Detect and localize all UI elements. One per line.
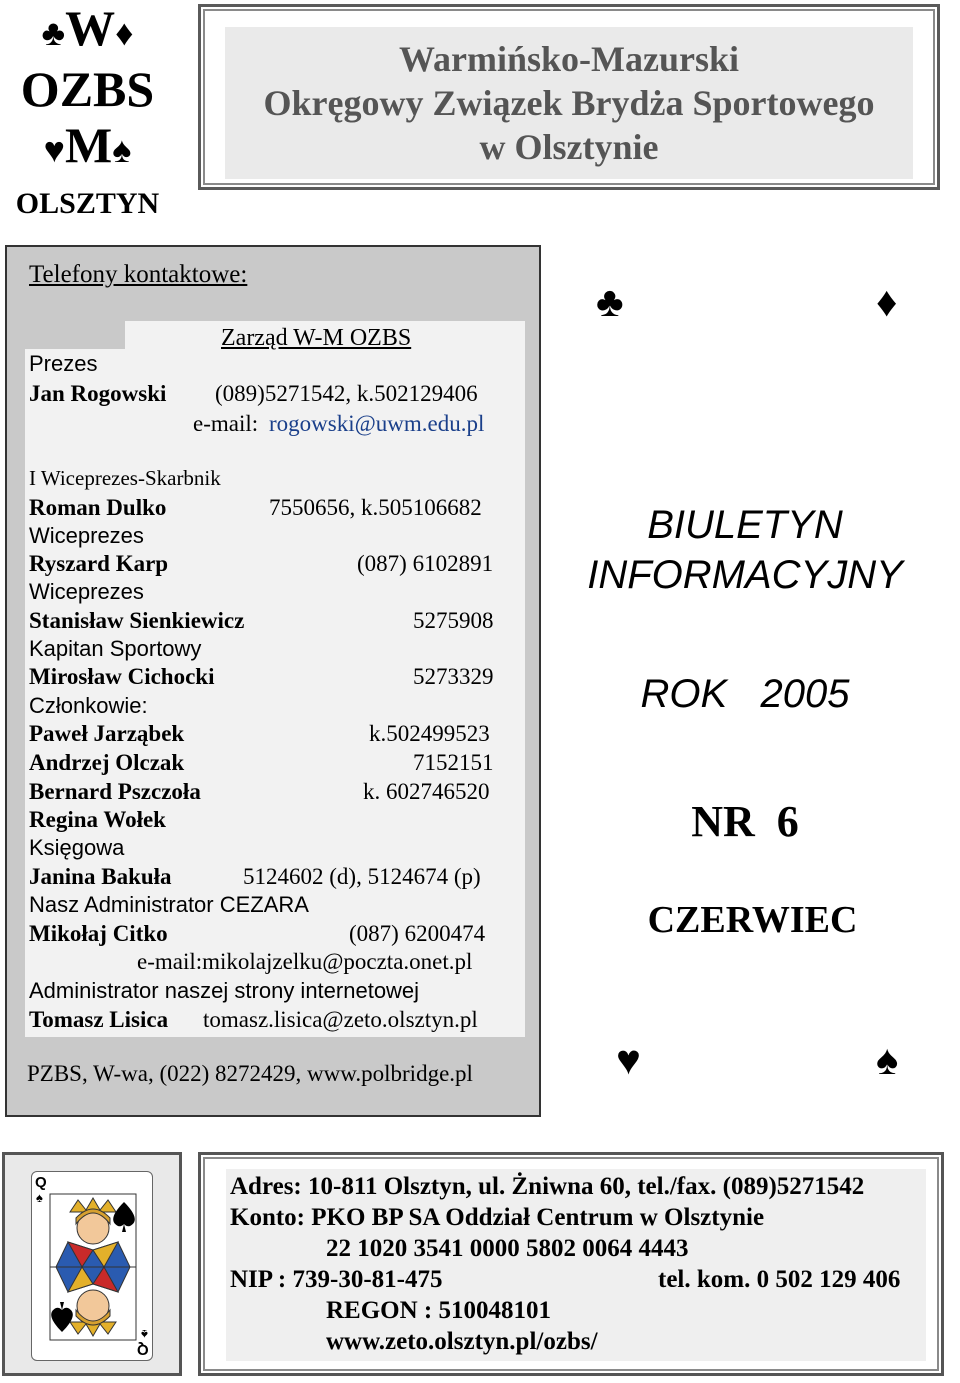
card-suit-top: ♠ xyxy=(36,1190,43,1205)
address-line: Adres: 10-811 Olsztyn, ul. Żniwna 60, tel./fax. (089)5271542 xyxy=(230,1173,865,1200)
contact-phone: (087) 6200474 xyxy=(349,921,486,946)
role-label: Członkowie: xyxy=(29,693,148,718)
club-icon: ♣ xyxy=(596,280,624,326)
contact-phone: 7152151 xyxy=(413,750,494,775)
role-label: Prezes xyxy=(29,351,98,376)
spade-icon: ♠ xyxy=(112,130,132,170)
account-number: 22 1020 3541 0000 5802 0064 4443 xyxy=(326,1235,689,1262)
bulletin-title-line2: INFORMACYJNY xyxy=(587,553,903,597)
nip-line: NIP : 739-30-81-475 xyxy=(230,1266,443,1293)
contact-phone: k.502499523 xyxy=(369,721,490,746)
contact-name: Bernard Pszczoła xyxy=(29,779,201,804)
contact-name: Andrzej Olczak xyxy=(29,750,185,775)
logo-city: OLSZTYN xyxy=(15,187,160,220)
contact-name: Ryszard Karp xyxy=(29,551,169,576)
contacts-heading: Telefony kontaktowe: xyxy=(29,261,248,288)
bulletin-number: NR 6 xyxy=(691,797,799,846)
regon-line: REGON : 510048101 xyxy=(326,1297,551,1324)
role-label: Księgowa xyxy=(29,835,125,860)
mobile-phone: tel. kom. 0 502 129 406 xyxy=(658,1266,901,1293)
spade-icon: ♠ xyxy=(876,1038,899,1084)
pzbs-contact: PZBS, W-wa, (022) 8272429, www.polbridge.pl xyxy=(27,1061,473,1086)
contact-phone: (087) 6102891 xyxy=(357,551,494,576)
bulletin-month: CZERWIEC xyxy=(647,899,858,941)
bulletin-title-line1: BIULETYN xyxy=(647,503,843,547)
header-line3: w Olsztynie xyxy=(479,127,659,167)
address-box xyxy=(198,1152,944,1376)
contact-phone: k. 602746520 xyxy=(363,779,490,804)
contact-name: Tomasz Lisica xyxy=(29,1007,169,1032)
diamond-icon: ♦ xyxy=(876,280,898,326)
header-title xyxy=(225,27,913,179)
contact-phone: 5275908 xyxy=(413,608,494,633)
header-line2: Okręgowy Związek Brydża Sportowego xyxy=(263,83,875,123)
contact-email-link[interactable]: rogowski@uwm.edu.pl xyxy=(269,411,485,436)
contact-name: Jan Rogowski xyxy=(29,381,167,406)
logo-line3: ♥M♠ xyxy=(43,117,132,173)
contacts-panel xyxy=(25,321,525,1037)
role-label: Nasz Administrator CEZARA xyxy=(29,892,309,917)
role-label: Kapitan Sportowy xyxy=(29,636,202,661)
contact-name: Regina Wołek xyxy=(29,807,166,832)
contact-email-label: e-mail: xyxy=(193,411,259,436)
role-label: Administrator naszej strony internetowej xyxy=(29,978,420,1003)
header-line1: Warmińsko-Mazurski xyxy=(398,39,739,79)
contact-phone: (089)5271542, k.502129406 xyxy=(215,381,478,406)
logo-line2: OZBS xyxy=(20,61,155,117)
contacts-box xyxy=(5,245,541,1117)
queen-of-spades-card xyxy=(31,1171,153,1361)
contact-name: Mirosław Cichocki xyxy=(29,664,215,689)
logo-line1: ♣W♦ xyxy=(41,0,134,56)
website-link[interactable]: www.zeto.olsztyn.pl/ozbs/ xyxy=(326,1328,598,1355)
contact-phone: 7550656, k.505106682 xyxy=(269,495,482,520)
header-box xyxy=(198,4,940,190)
heart-icon: ♥ xyxy=(43,130,66,170)
heart-icon: ♥ xyxy=(616,1038,641,1084)
ozbs-logo xyxy=(0,0,175,224)
role-label: Wiceprezes xyxy=(29,579,144,604)
role-label: Wiceprezes xyxy=(29,523,144,548)
contact-name: Janina Bakuła xyxy=(29,864,172,889)
diamond-icon: ♦ xyxy=(115,13,134,53)
bank-account-line: Konto: PKO BP SA Oddział Centrum w Olsztynie xyxy=(230,1204,765,1231)
contact-name: Paweł Jarząbek xyxy=(29,721,185,746)
contact-name: Stanisław Sienkiewicz xyxy=(29,608,245,633)
card-frame xyxy=(2,1152,182,1376)
bulletin-title xyxy=(565,500,925,600)
card-rank-bottom: Q xyxy=(137,1341,149,1358)
address-panel xyxy=(226,1169,926,1361)
panel-tab xyxy=(25,321,125,349)
board-title: Zarząd W-M OZBS xyxy=(221,325,412,351)
contact-name: Roman Dulko xyxy=(29,495,167,520)
card-rank-top: Q xyxy=(35,1174,47,1191)
role-label: I Wiceprezes-Skarbnik xyxy=(29,466,221,490)
bulletin-year: ROK 2005 xyxy=(640,672,850,716)
queen-card-illustration xyxy=(32,1172,153,1361)
contact-phone: 5124602 (d), 5124674 (p) xyxy=(243,864,481,889)
contact-email-link[interactable]: tomasz.lisica@zeto.olsztyn.pl xyxy=(203,1007,478,1032)
card-suit-bottom: ♠ xyxy=(141,1327,148,1342)
contact-name: Mikołaj Citko xyxy=(29,921,168,946)
contact-email-link[interactable]: e-mail:mikolajzelku@poczta.onet.pl xyxy=(137,949,473,974)
contact-phone: 5273329 xyxy=(413,664,494,689)
club-icon: ♣ xyxy=(41,13,66,53)
